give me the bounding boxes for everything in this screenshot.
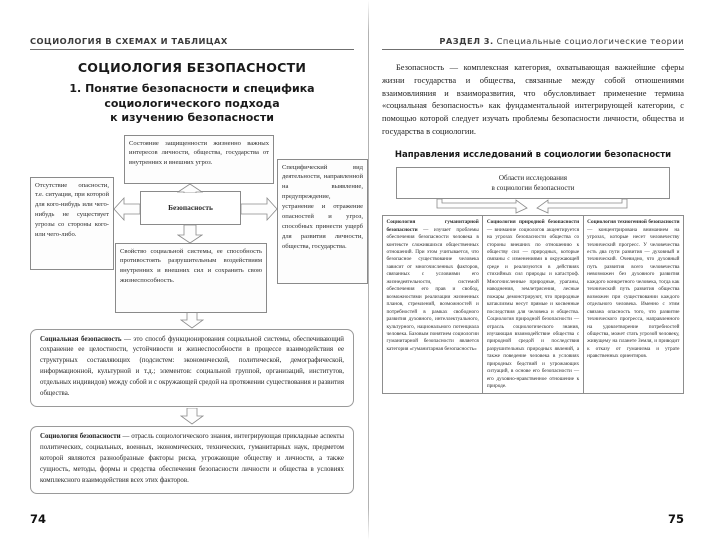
security-concept-diagram [30,135,368,313]
left-page-number: 74 [30,512,47,526]
table-column-natural-security [482,216,582,392]
section-title [30,82,354,126]
arrow-down-icon [177,225,203,244]
section-title-line-1: 1. Понятие безопасности и специфика [69,82,315,95]
chapter-title: СОЦИОЛОГИЯ БЕЗОПАСНОСТИ [77,60,307,75]
diagram-box-right: Специфический вид деятельности, направленной на выявление, предупреждение, устранение и отражение опасностей и угроз, способных принести ущерб для развития личности, общества, государства. [277,159,368,284]
research-areas-line-1: Области исследования [498,173,568,182]
left-header-rule [30,49,354,50]
section-title-line-3: к изучению безопасности [110,111,274,125]
right-running-head-title: Специальные социологические теории [493,36,684,46]
table-column-technogenic-security [583,216,683,392]
definition-social-security-term: Социальная безопасность [40,335,122,343]
diagram-box-top: Состояние защищенности жизненно важных интересов личности, общества, государства от внутренних и внешних угроз. [124,135,274,184]
column-1-term: Социология гуманитарной безопасности [386,219,479,233]
diagram-center-node: Безопасность [140,191,241,225]
connector-to-social-security [30,312,354,329]
right-header-rule [382,49,684,50]
section-title-line-2: социологического подхода [104,96,280,110]
definition-sociology-of-security-term: Социология безопасности [40,432,121,440]
research-areas-box [396,167,670,200]
page-gutter [368,0,369,540]
right-running-head-section: РАЗДЕЛ 3. [439,36,494,46]
column-3-term: Социология техногенной безопасности [587,219,680,226]
connector-to-sociology-of-security [30,408,354,425]
intro-paragraph: Безопасность — комплексная категория, охватывающая важнейшие сферы жизни государства и общества, связанные между собой отношениями взаимовлияния и взаиморазвития, что обусловливает применение термина «социальная безопасность» как фундаментальной интегрирующей категории, с помощью которой следует изучать проблемы безопасности личности, общества и государства в социологии. [382,63,684,136]
arrow-right-icon [241,197,278,221]
table-column-humanitarian-security [383,216,482,392]
right-running-head [382,0,684,46]
right-page-number: 75 [667,512,684,526]
diagram-box-left: Отсутствие опасности, т.е. ситуация, при которой для кого-нибудь или чего-нибудь не существует угрозы со стороны кого- или чего-либо. [30,177,114,270]
definition-sociology-of-security [30,426,354,494]
right-page [368,0,710,540]
diagram-box-bottom: Свойство социальной системы, ее способность противостоять разрушительным воздействиям внутренних и внешних сил и сохранить свою жизнеспособность. [115,243,267,313]
definition-social-security [30,329,354,407]
definition-social-security-text: — это способ функционирования социальной системы, обеспечивающий сохранение ее целостности, устойчивости и жизнеспособности в процессе взаимодействия ее структурных составляющих (подсистем: экономической, политической, демографической, информационной, культурной и т.д.; элементов: социальной группой, организаций, институтов, отдельных индивидов) между собой и с окружающей средой на протяжении существования и развития общества. [40,335,344,398]
fork-connector [396,199,670,215]
research-directions-table [382,215,684,393]
column-1-text: — изучает проблемы обеспечения безопасности человека в контексте сложившихся общественных отношений. При этом учитывается, что безопасное существование человека зависит от многочисленных факторов, связанных с условиями его жизнедеятельности, системой обеспечения его прав и свобод, возможностями реализации жизненных планов, стремлений, возможностей и потребностей в рамках свободного развития духовного, интеллектуального, культурного, национального потенциала человека. Базовым понятием социологии гуманитарной безопасности является категория «гуманитарная безопасность» [386,226,479,352]
research-areas-line-2: в социологии безопасности [491,183,575,192]
arrow-up-icon [177,184,203,193]
column-2-text: — внимание социологов акцентируется на угрозах безопасности общества со стороны внешних по отношению к обществу сил — природных, которые связаны с изменениями в окружающей среде и реализуются в действиях стихийных сил природы и катастроф. Многочисленные природные, ураганы, наводнения, землетрясения, лесные пожары демонстрируют, что природные катаклизмы несут прямые и косвенные последствия для человека и общества. Социология природной безопасности — отрасль социологического знания, изучающая взаимодействие общества с природной средой и последствия разрушительных природных явлений, а также поведение человека в условиях природных бедствий и угрожающих ситуаций, в основе его безопасности — его духовно-нравственное отношение к природе. [486,226,580,390]
column-2-term: Социология природной безопасности [486,219,580,226]
definition-sociology-of-security-text: — отрасль социологического знания, интегрирующая прикладные аспекты политических, социальных, военных, экономических, технических, гуманитарных наук, предметом которой являются разнообразные факторы риска, угрожающие обществу и личности, а также сущность, методы, формы и средства обеспечения безопасности личности и общества в условиях комплексного взаимодействия всех этих факторов. [40,432,344,484]
left-running-head: СОЦИОЛОГИЯ В СХЕМАХ И ТАБЛИЦАХ [30,36,228,46]
column-3-text: — концентрирована вниманием на угрозах, которые несет человечеству технический прогресс. У человечества есть два пути развития — духовный и технический. Очевидно, что духовный путь развития всего человечества невозможен без духовного развития каждого конкретного человека, тогда как технический путь развития общества возможен при существовании каждого отдельного человека. Именно с этим связана опасность того, что развитие технического прогресса, направленного на удовлетворение потребностей общества, может стать угрозой человеку, живущему на планете Земля, и приводит к отказу от гуманизма и утрате нравственных ориентиров. [587,226,680,360]
research-directions-subtitle: Направления исследований в социологии безопасности [394,149,672,160]
arrow-left-icon [114,197,141,221]
